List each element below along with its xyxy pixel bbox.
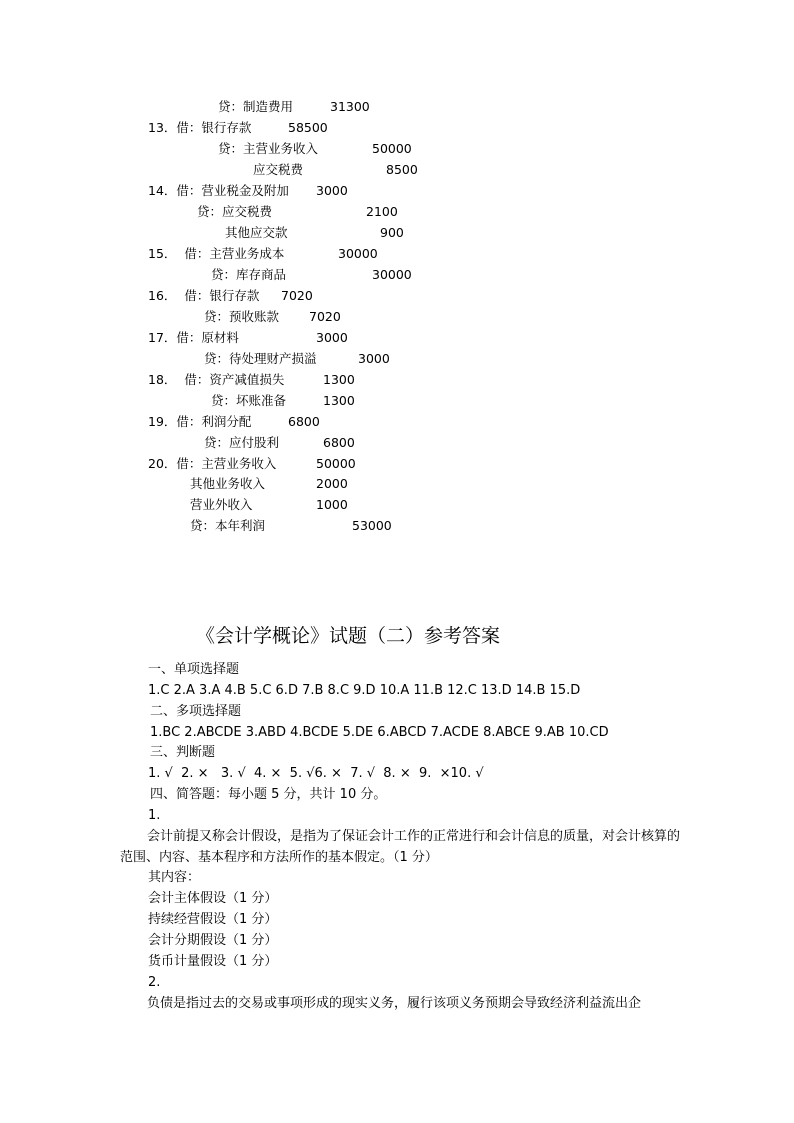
question-number: 1. bbox=[148, 808, 161, 823]
journal-amount: 8500 bbox=[386, 162, 418, 177]
journal-line: 20．借：主营业务收入 bbox=[148, 456, 277, 471]
journal-amount: 1300 bbox=[323, 393, 355, 408]
journal-amount: 7020 bbox=[281, 288, 313, 303]
answer-line: 1.C 2.A 3.A 4.B 5.C 6.D 7.B 8.C 9.D 10.A 11.B 12.C 13.D 14.B 15.D bbox=[148, 683, 581, 698]
journal-line: 15． 借：主营业务成本 bbox=[148, 246, 285, 261]
answer-paragraph: 负债是指过去的交易或事项形成的现实义务，履行该项义务预期会导致经济利益流出企 bbox=[147, 996, 642, 1011]
page-title: 《会计学概论》试题（二）参考答案 bbox=[196, 625, 501, 647]
journal-amount: 30000 bbox=[338, 246, 378, 261]
journal-amount: 58500 bbox=[288, 120, 328, 135]
journal-line: 13．借：银行存款 bbox=[148, 120, 252, 135]
section-heading: 一、单项选择题 bbox=[148, 662, 240, 677]
journal-line: 17．借：原材料 bbox=[148, 330, 239, 345]
list-item: 会计分期假设（1 分） bbox=[148, 933, 278, 948]
journal-amount: 3000 bbox=[316, 183, 348, 198]
journal-amount: 2000 bbox=[316, 476, 348, 491]
journal-line: 贷：制造费用 bbox=[218, 99, 294, 114]
journal-amount: 2100 bbox=[366, 204, 398, 219]
journal-line: 19．借：利润分配 bbox=[148, 414, 252, 429]
journal-line: 贷：本年利润 bbox=[190, 518, 266, 533]
journal-line: 贷：主营业务收入 bbox=[218, 141, 319, 156]
section-heading: 三、判断题 bbox=[150, 745, 216, 760]
journal-line: 贷：库存商品 bbox=[211, 267, 287, 282]
journal-amount: 900 bbox=[380, 225, 404, 240]
list-item: 持续经营假设（1 分） bbox=[148, 912, 278, 927]
journal-line: 18． 借：资产减值损失 bbox=[148, 372, 285, 387]
section-heading: 二、多项选择题 bbox=[150, 704, 242, 719]
section-heading: 四、简答题：每小题 5 分，共计 10 分。 bbox=[150, 787, 387, 802]
journal-line: 其他业务收入 bbox=[190, 476, 266, 491]
journal-amount: 1000 bbox=[316, 497, 348, 512]
journal-amount: 6800 bbox=[323, 435, 355, 450]
journal-amount: 31300 bbox=[330, 99, 370, 114]
journal-amount: 7020 bbox=[309, 309, 341, 324]
journal-amount: 1300 bbox=[323, 372, 355, 387]
journal-line: 其他应交款 bbox=[225, 225, 288, 240]
journal-line: 14．借：营业税金及附加 bbox=[148, 183, 289, 198]
journal-line: 贷：坏账准备 bbox=[211, 393, 287, 408]
answer-line: 1.BC 2.ABCDE 3.ABD 4.BCDE 5.DE 6.ABCD 7.ACDE 8.ABCE 9.AB 10.CD bbox=[150, 725, 609, 740]
journal-amount: 3000 bbox=[358, 351, 390, 366]
journal-line: 营业外收入 bbox=[190, 497, 253, 512]
question-number: 2. bbox=[148, 975, 161, 990]
journal-line: 贷：待处理财产损溢 bbox=[204, 351, 317, 366]
journal-amount: 30000 bbox=[372, 267, 412, 282]
answer-line: 1. √ 2. × 3. √ 4. × 5. √6. × 7. √ 8. × 9. ×10. √ bbox=[148, 766, 484, 781]
journal-amount: 53000 bbox=[352, 518, 392, 533]
journal-line: 贷：预收账款 bbox=[204, 309, 280, 324]
list-item: 货币计量假设（1 分） bbox=[148, 954, 278, 969]
list-heading: 其内容： bbox=[148, 870, 201, 885]
journal-line: 贷：应交税费 bbox=[197, 204, 273, 219]
journal-amount: 3000 bbox=[316, 330, 348, 345]
journal-amount: 50000 bbox=[372, 141, 412, 156]
answer-paragraph: 会计前提又称会计假设，是指为了保证会计工作的正常进行和会计信息的质量，对会计核算的范围、内容、基本程序和方法所作的基本假定。（1 分） bbox=[120, 829, 681, 865]
journal-line: 应交税费 bbox=[253, 162, 304, 177]
journal-line: 贷：应付股利 bbox=[204, 435, 280, 450]
list-item: 会计主体假设（1 分） bbox=[148, 891, 278, 906]
journal-amount: 50000 bbox=[316, 456, 356, 471]
journal-line: 16． 借：银行存款 bbox=[148, 288, 260, 303]
journal-amount: 6800 bbox=[288, 414, 320, 429]
